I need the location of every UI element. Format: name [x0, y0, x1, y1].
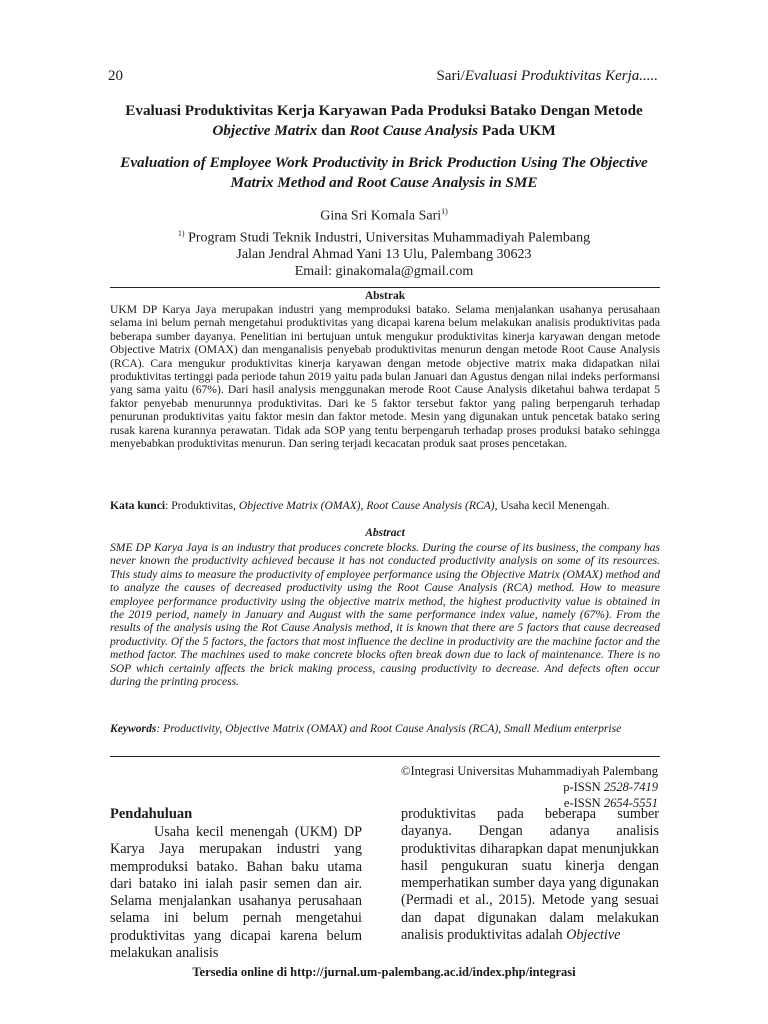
keywords-text: : Productivity, Objective Matrix (OMAX) and Root Cause Analysis (RCA), Small Medium enterprise [156, 722, 622, 735]
running-head [436, 68, 658, 85]
author-name-sup: 1) [441, 207, 448, 216]
rule-bottom [110, 756, 660, 757]
running-head-title: Evaluasi Produktivitas Kerja..... [464, 68, 658, 84]
p-issn [401, 779, 658, 795]
intro-right-italic: Objective [566, 927, 621, 944]
author-name: Gina Sri Komala Sari [320, 208, 442, 224]
intro-right-column [401, 806, 659, 944]
paper-title-english: Evaluation of Employee Work Productivity in Brick Production Using The Objective Matrix Method and Root Cause Analysis in SME [120, 154, 648, 191]
copyright: ©Integrasi Universitas Muhammadiyah Palembang [400, 764, 658, 778]
rule-top [110, 287, 660, 288]
author-block [100, 203, 668, 280]
abstrak-heading: Abstrak [364, 290, 406, 302]
intro-heading: Pendahuluan [110, 806, 193, 822]
paper-title-indonesian [100, 101, 668, 141]
title-id-part2: dan [317, 122, 350, 139]
title-id-part1: Evaluasi Produktivitas Kerja Karyawan Pada Produksi Batako Dengan Metode [125, 102, 643, 119]
affiliation: Program Studi Teknik Industri, Universitas Muhammadiyah Palembang [184, 230, 591, 246]
e-issn-value: 2654-5551 [603, 796, 658, 810]
title-id-italic1: Objective Matrix [212, 122, 318, 139]
e-issn-label: e-ISSN [563, 796, 604, 810]
p-issn-label: p-ISSN [563, 780, 604, 794]
abstract-heading: Abstract [365, 527, 405, 539]
address: Jalan Jendral Ahmad Yani 13 Ulu, Palembang 30623 [236, 247, 532, 263]
kata-kunci-sep: : Produktivitas, [165, 499, 239, 512]
abstract-body: SME DP Karya Jaya is an industry that produces concrete blocks. During the course of its business, the company has never known the productivity achieved because it has not conducted productivity analysis on some of its resources. This study aims to measure the productivity of employee performance using the Objective Matrix (OMAX) method and to analyze the causes of decreased productivity using the Root Cause Analysis (RCA) method. How to measure employee performance productivity using the objective matrix method, the highest productivity value is obtained in the 2019 period, namely in January and August with the same performance index value, namely (67%). From the results of the analysis using the Rot Cause Analysis method, it is known that there are 5 factors that cause decreased productivity. Of the 5 factors, the factors that most influence the decline in productivity are the machine factor and the method factor. The machines used to make concrete blocks often break down due to lack of maintenance. There is no SOP which certainly affects the brick making process, causing productivity to decrease. And defects often occur during the printing process. [110, 541, 660, 689]
email: Email: ginakomala@gmail.com [294, 264, 474, 280]
kata-kunci-label: Kata kunci [110, 499, 166, 512]
running-head-author: Sari/ [436, 68, 465, 84]
title-id-italic2: Root Cause Analysis [349, 122, 479, 139]
author-name-line [100, 203, 668, 225]
title-id-part3: Pada UKM [478, 122, 556, 139]
intro-right-text: produktivitas pada beberapa sumber dayanya. Dengan adanya analisis produktivitas diharapkan dapat menunjukkan hasil pengukuran suatu kinerja dengan memperhatikan sumber daya yang digunakan (Permadi et al., 2015). Metode yang sesuai dan dapat digunakan dalam melakukan analisis produktivitas adalah [401, 806, 659, 944]
page-number: 20 [108, 68, 123, 84]
kata-kunci-italic: Objective Matrix (OMAX), Root Cause Analysis (RCA) [238, 499, 495, 512]
footer-online-link[interactable]: Tersedia online di http://jurnal.um-palembang.ac.id/index.php/integrasi [192, 965, 576, 979]
affiliation-line [100, 225, 668, 247]
kata-kunci [110, 499, 660, 513]
keywords-label: Keywords [110, 722, 157, 735]
affiliation-sup: 1) [177, 228, 185, 238]
kata-kunci-rest: , Usaha kecil Menengah. [494, 499, 610, 512]
intro-left-column: Usaha kecil menengah (UKM) DP Karya Jaya merupakan industri yang memproduksi batako. Bahan baku utama dari batako ini ialah pasir semen dan air. Selama menjalankan usahanya perusahaan selama ini belum pernah mengetahui produktivitas yang dicapai karena belum melakukan analisis [110, 824, 362, 962]
p-issn-value: 2528-7419 [603, 780, 658, 794]
journal-meta [401, 763, 658, 811]
keywords [110, 722, 660, 736]
abstrak-body: UKM DP Karya Jaya merupakan industri yang memproduksi batako. Selama menjalankan usahanya perusahaan selama ini belum pernah mengetahui produktivitas yang dicapai karena belum melakukan analisis produktivitas pada beberapa sumber dayanya. Penelitian ini bertujuan untuk mengukur produktivitas kinerja karyawan dengan metode Objective Matrix (OMAX) dan menganalisis penyebab produktivitas menurun dengan metode Root Cause Analysis (RCA). Cara mengukur produktivitas kinerja karyawan dengan metode objective matrix maka didapatkan nilai produktivitas tertinggi pada periode tahun 2019 yaitu pada bulan Januari dan Agustus dengan nilai indeks performansi yang sama yaitu (67%). Dari hasil analysis menggunakan merode Root Cause Analysis diketahui bahwa terdapat 5 faktor penyebab menurunnya produktivitas. Dari ke 5 faktor tersebut faktor yang paling berpengaruh terhadap penurunan produktivitas yaitu faktor mesin dan faktor metode. Mesin yang digunakan untuk pencetak batako sering rusak karena kurannya perawatan. Tidak ada SOP yang tentu berpengaruh terhadap proses produksi batako sehingga menyebabkan produktivitas menurun. Dan sering terjadi kecacatan produk saat proses pencetakan. [110, 303, 660, 451]
